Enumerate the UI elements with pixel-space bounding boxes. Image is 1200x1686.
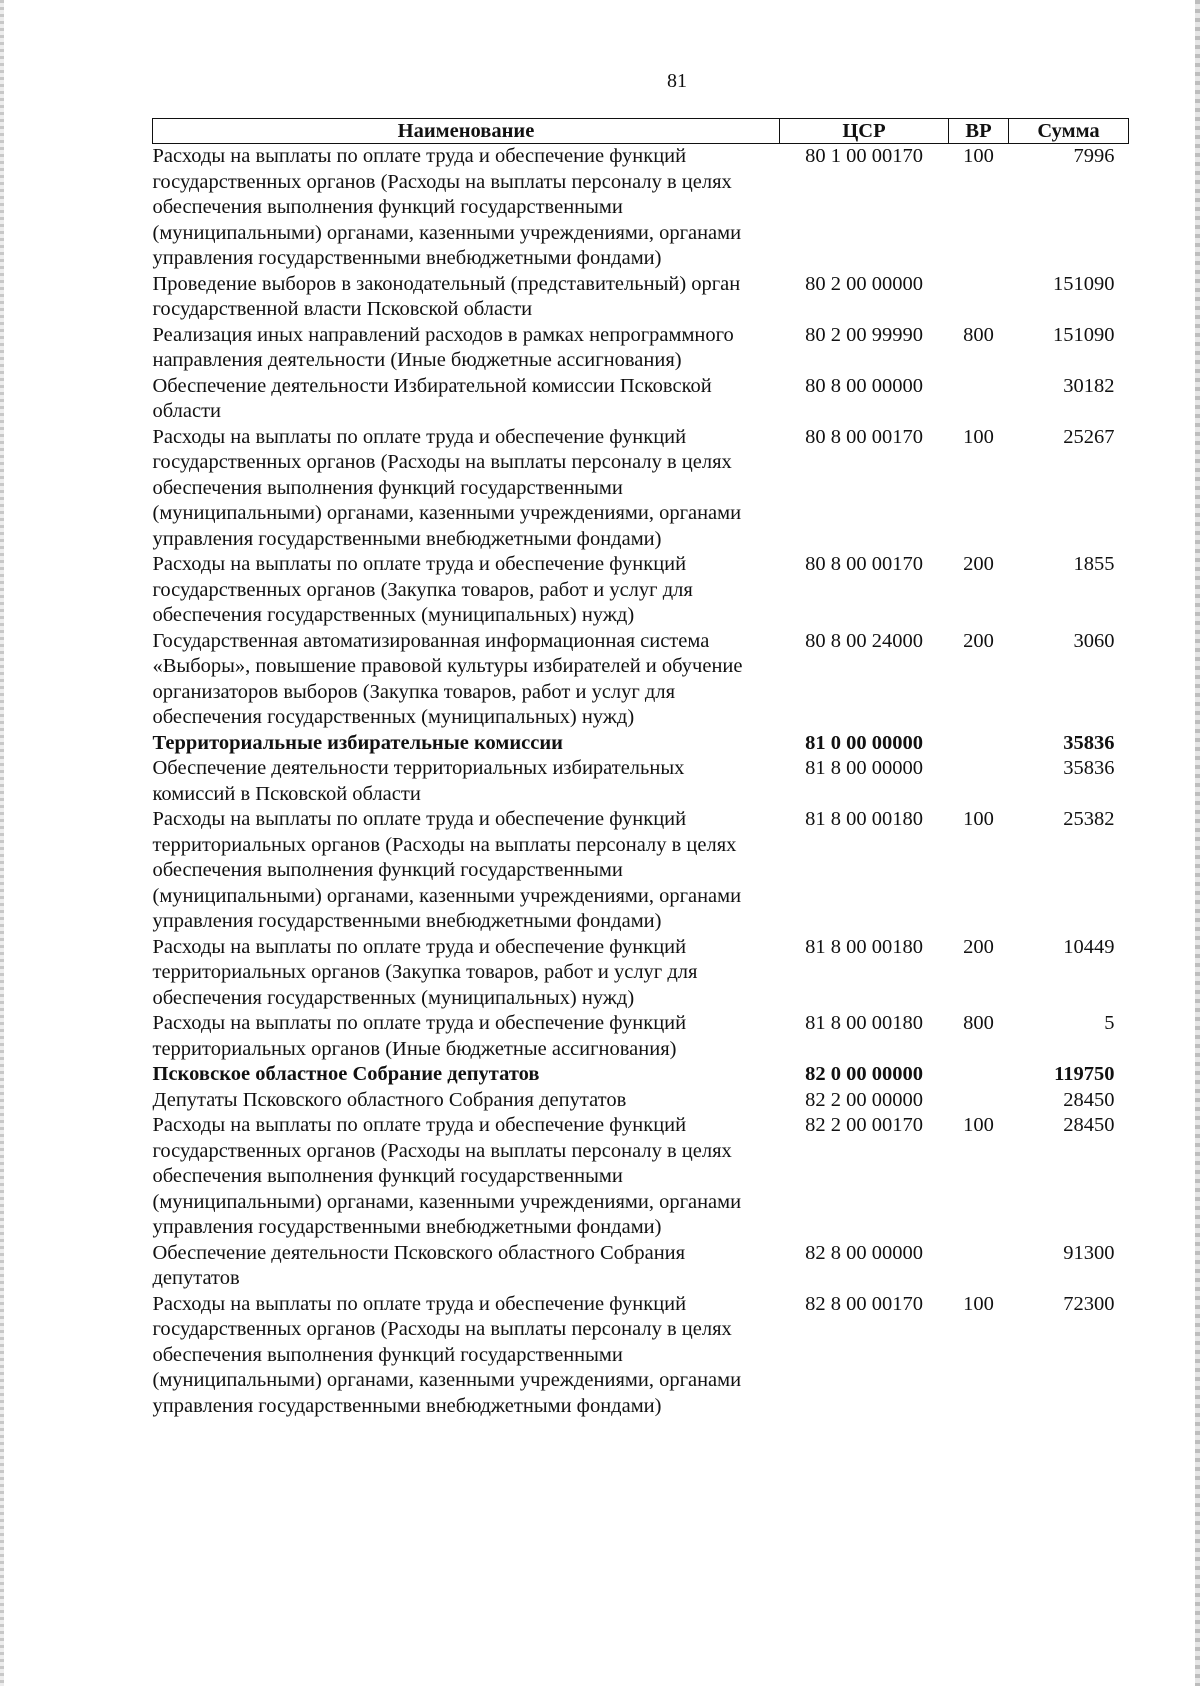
row-csr: 80 2 00 00000 (805, 272, 923, 295)
header-sum: Сумма (1009, 119, 1129, 144)
row-csr: 81 0 00 00000 (805, 731, 923, 754)
row-vr (949, 1062, 1009, 1088)
row-sum: 5 (1104, 1012, 1115, 1034)
row-csr: 81 8 00 00180 (805, 1012, 923, 1034)
row-sum: 151090 (1053, 272, 1115, 295)
row-name: Расходы на выплаты по оплате труда и обеспечение функций государственных органов (Расходы на выплаты персоналу в целях обеспечения выполнения функций государственными (муниципальными) органами, казенными учреждениями, органами управления государственными внебюджетными фондами) (152, 425, 742, 550)
row-name: Расходы на выплаты по оплате труда и обеспечение функций территориальных органов (Расходы на выплаты персоналу в целях обеспечения выполнения функций государственными (муниципальными) органами, казенными учреждениями, органами управления государственными внебюджетными фондами) (152, 808, 742, 932)
table-row (153, 1241, 1129, 1292)
scan-edge-right (1195, 0, 1200, 1686)
row-csr: 82 8 00 00000 (805, 1241, 923, 1264)
row-csr: 80 8 00 00000 (805, 374, 923, 397)
table-row (153, 272, 1129, 323)
row-sum: 1855 (1073, 553, 1115, 575)
row-name: Обеспечение деятельности Псковского областного Собрания депутатов (152, 1241, 686, 1289)
row-csr: 80 8 00 24000 (805, 629, 923, 652)
table-row (153, 144, 1129, 272)
table-body (153, 144, 1129, 1420)
table-header (153, 119, 1129, 144)
row-vr: 100 (963, 1292, 994, 1315)
table-row (153, 1292, 1129, 1420)
row-sum: 25382 (1063, 808, 1115, 830)
row-sum: 28450 (1063, 1088, 1115, 1111)
row-vr (949, 374, 1009, 425)
table-row (153, 1011, 1129, 1062)
row-sum: 72300 (1063, 1292, 1115, 1315)
table-row (153, 1088, 1129, 1114)
row-name: Государственная автоматизированная информационная система «Выборы», повышение правовой культуры избирателей и обучение организаторов выборов (Закупка товаров, работ и услуг для обеспечения государственных (муниципальных) нужд) (152, 629, 743, 728)
row-vr (949, 1241, 1009, 1292)
row-sum: 35836 (1063, 757, 1115, 779)
row-vr: 100 (963, 425, 994, 448)
row-vr: 200 (963, 935, 994, 958)
table-row (153, 1113, 1129, 1241)
row-sum: 151090 (1053, 323, 1115, 346)
row-name: Обеспечение деятельности Избирательной комиссии Псковской области (152, 374, 712, 422)
row-name: Расходы на выплаты по оплате труда и обеспечение функций государственных органов (Расходы на выплаты персоналу в целях обеспечения выполнения функций государственными (муниципальными) органами, казенными учреждениями, органами управления государственными внебюджетными фондами) (152, 1292, 742, 1417)
row-vr (949, 756, 1009, 807)
row-sum: 35836 (1063, 731, 1115, 754)
page-number: 81 (667, 70, 687, 92)
row-csr: 81 8 00 00000 (805, 757, 923, 779)
table-row (153, 323, 1129, 374)
scan-edge-left (0, 0, 4, 1686)
row-csr: 80 1 00 00170 (805, 145, 923, 167)
table-row (153, 756, 1129, 807)
header-csr: ЦСР (780, 119, 949, 144)
row-name: Расходы на выплаты по оплате труда и обеспечение функций государственных органов (Расходы на выплаты персоналу в целях обеспечения выполнения функций государственными (муниципальными) органами, казенными учреждениями, органами управления государственными внебюджетными фондами) (152, 1114, 742, 1238)
row-name: Территориальные избирательные комиссии (152, 731, 563, 754)
row-vr: 100 (963, 145, 994, 167)
row-sum: 10449 (1063, 935, 1115, 958)
row-vr: 100 (963, 808, 994, 830)
row-sum: 25267 (1063, 425, 1115, 448)
row-vr: 100 (963, 1114, 994, 1136)
row-csr: 81 8 00 00180 (805, 935, 923, 958)
row-vr (949, 1088, 1009, 1114)
row-sum: 119750 (1054, 1063, 1115, 1085)
row-name: Депутаты Псковского областного Собрания депутатов (152, 1088, 627, 1111)
table-row (153, 425, 1129, 553)
row-csr: 80 8 00 00170 (805, 425, 923, 448)
row-csr: 82 8 00 00170 (805, 1292, 923, 1315)
row-vr: 800 (963, 1012, 994, 1034)
row-csr: 82 2 00 00170 (805, 1114, 923, 1136)
row-name: Реализация иных направлений расходов в рамках непрограммного направления деятельности (Иные бюджетные ассигнования) (152, 323, 734, 371)
row-name: Расходы на выплаты по оплате труда и обеспечение функций территориальных органов (Иные бюджетные ассигнования) (152, 1012, 687, 1060)
table-row (153, 731, 1129, 757)
row-sum: 28450 (1063, 1114, 1115, 1136)
budget-table (152, 118, 1129, 1419)
row-name: Расходы на выплаты по оплате труда и обеспечение функций государственных органов (Расходы на выплаты персоналу в целях обеспечения выполнения функций государственными (муниципальными) органами, казенными учреждениями, органами управления государственными внебюджетными фондами) (152, 145, 742, 269)
table-row (153, 374, 1129, 425)
header-vr: ВР (949, 119, 1009, 144)
row-name: Псковское областное Собрание депутатов (152, 1063, 540, 1085)
row-sum: 3060 (1073, 629, 1115, 652)
row-csr: 80 2 00 99990 (805, 323, 923, 346)
table-row (153, 552, 1129, 629)
row-csr: 80 8 00 00170 (805, 553, 923, 575)
row-csr: 82 2 00 00000 (805, 1088, 923, 1111)
row-csr: 82 0 00 00000 (805, 1063, 923, 1085)
row-sum: 91300 (1063, 1241, 1115, 1264)
header-name: Наименование (153, 119, 780, 144)
row-name: Обеспечение деятельности территориальных избирательных комиссий в Псковской области (152, 757, 685, 805)
row-vr: 200 (963, 629, 994, 652)
row-name: Проведение выборов в законодательный (представительный) орган государственной власти Псковской области (152, 272, 741, 320)
table-row (153, 935, 1129, 1012)
row-name: Расходы на выплаты по оплате труда и обеспечение функций государственных органов (Закупка товаров, работ и услуг для обеспечения государственных (муниципальных) нужд) (152, 553, 693, 626)
row-name: Расходы на выплаты по оплате труда и обеспечение функций территориальных органов (Закупка товаров, работ и услуг для обеспечения государственных (муниципальных) нужд) (152, 935, 698, 1009)
table-row (153, 807, 1129, 935)
row-sum: 7996 (1073, 145, 1115, 167)
row-csr: 81 8 00 00180 (805, 808, 923, 830)
row-vr: 800 (963, 323, 994, 346)
row-sum: 30182 (1063, 374, 1115, 397)
row-vr: 200 (963, 553, 994, 575)
table-row (153, 1062, 1129, 1088)
table-row (153, 629, 1129, 731)
row-vr (949, 731, 1009, 757)
row-vr (949, 272, 1009, 323)
